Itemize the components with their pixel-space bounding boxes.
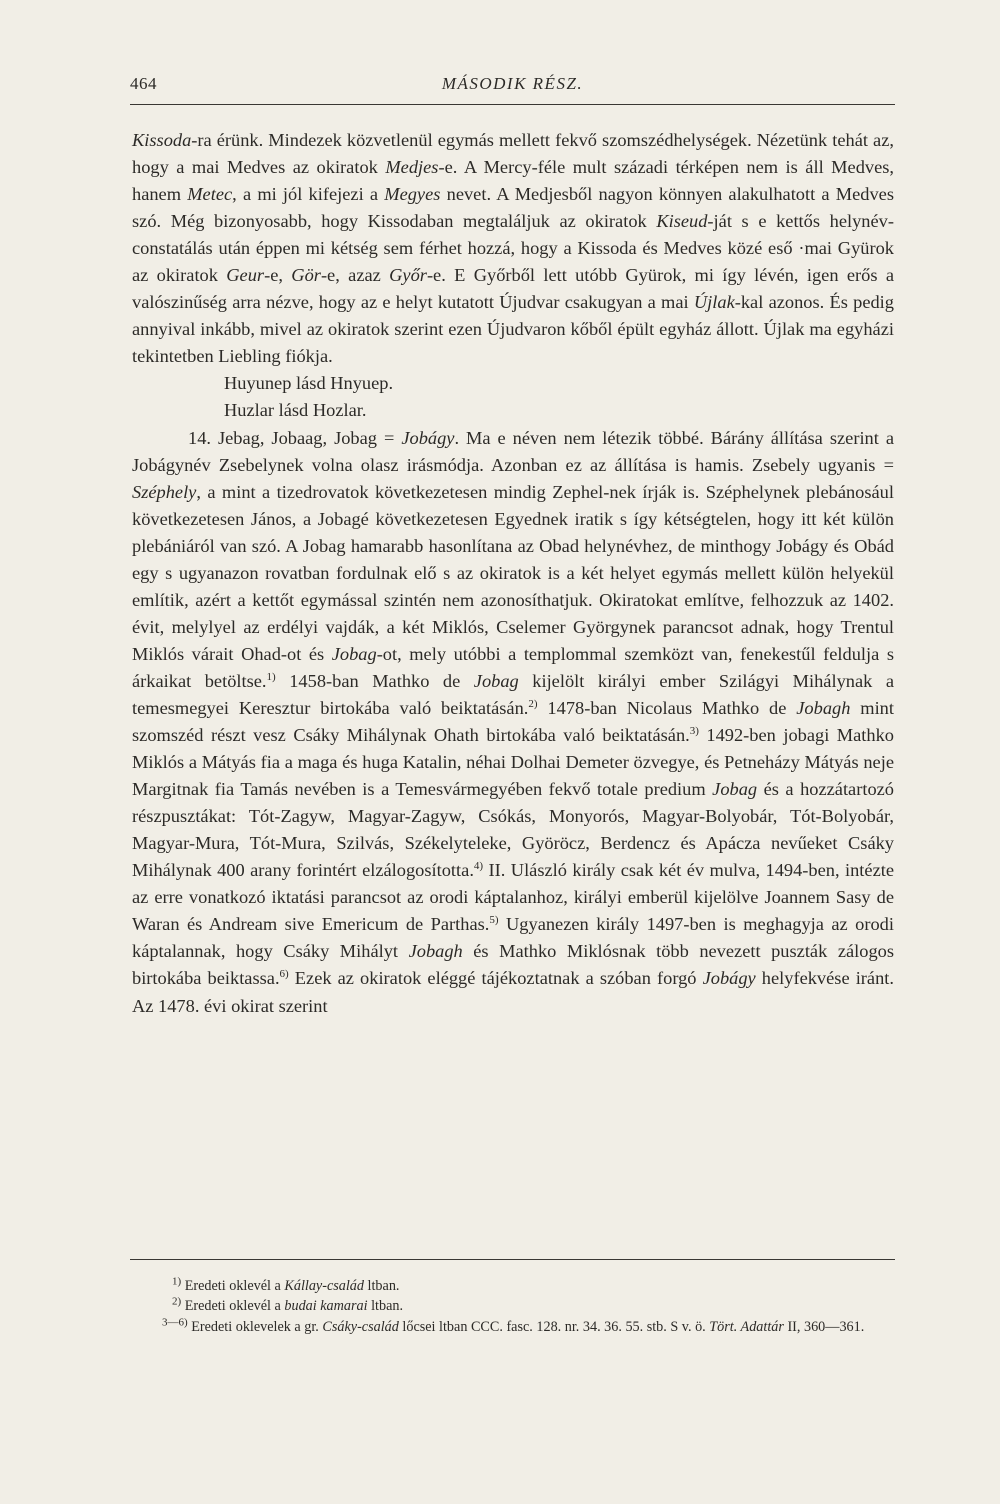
italic-term: Geur	[226, 265, 265, 286]
text-run: -e. A Mercy-féle mult századi térképen nem is áll Medves, hanem	[132, 157, 895, 205]
footnote-marker: 1)	[266, 670, 276, 683]
text-run: nevet. A Medjesből nagyon könnyen alakulhatott a Medves szó. Még bizonyosabb, hogy Kissodaban megtaláljuk az okiratok	[132, 184, 895, 232]
running-head: MÁSODIK RÉSZ.	[441, 74, 584, 93]
text-run: . Ma e néven nem létezik többé. Bárány állítása szerint a Jobágynév Zsebelynek volna olasz irásmódja. Azonban ez az állítása is hamis. Zsebely ugyanis =	[132, 427, 895, 475]
cross-reference-huyunep: Huyunep lásd Hnyuep.	[224, 373, 394, 394]
paragraph-kissoda	[132, 127, 894, 370]
italic-term: Kiseud	[656, 211, 708, 232]
text-run: 1458-ban Mathko de	[275, 670, 474, 691]
italic-term: Jobag	[473, 670, 519, 691]
text-run: Eredeti oklevelek a gr.	[187, 1318, 323, 1335]
italic-term: Jobagh	[408, 941, 463, 962]
text-run: -ját s e kettős helynév-constatálás után éppen mi kétség sem férhet hozzá, hogy a Kissoda és Medves közé eső ·mai Gyürok az okiratok	[132, 211, 894, 286]
text-run: 1478-ban Nicolaus Mathko de	[537, 697, 797, 718]
text-run: II. Ulászló király csak két év mulva, 1494-ben, intézte az erre vonatkozó iktatási parancsot az orodi káptalanhoz, királyi emberül kijelölve Joannem Sasy de Waran és Andream sive Emericum de Parthas.	[132, 860, 895, 935]
italic-term: Jobag	[331, 643, 377, 664]
body-text	[132, 127, 894, 1020]
text-run: ltban.	[364, 1278, 400, 1294]
text-run: Eredeti oklevél a	[181, 1278, 285, 1294]
text-run: Eredeti oklevél a	[181, 1298, 285, 1315]
text-run: -ra érünk. Mindezek közvetlenül egymás mellett fekvő szomszédhelységek. Nézetünk tehát az, hogy a mai Medves az okiratok	[132, 130, 894, 178]
italic-term: Metec	[187, 184, 233, 205]
footnote-2	[132, 1296, 894, 1316]
text-run: lőcsei ltban CCC. fasc. 128. nr. 34. 36. 55. stb. S v. ö.	[398, 1318, 710, 1335]
text-run: -e. E Győrből lett utóbb Gyürok, mi így lévén, igen erős a valószinűség arra nézve, hogy az e helyt kutatott Újudvar csakugyan a mai	[132, 265, 894, 313]
italic-term: Kállay-család	[284, 1278, 364, 1294]
footnote-rule	[130, 1259, 895, 1260]
text-run: , a mi jól kifejezi a	[232, 184, 385, 205]
text-run: Ezek az okiratok eléggé tájékoztatnak a szóban forgó	[288, 968, 703, 989]
footnotes	[132, 1276, 894, 1337]
italic-term: Jobagh	[796, 697, 851, 718]
text-run: -ot, mely utóbbi a templommal szemközt van, fenekestűl feldulja s árkaikat betöltse.	[132, 643, 894, 691]
italic-term: Kissoda	[132, 130, 192, 150]
footnote-marker: 6)	[279, 968, 289, 981]
footnote-marker: 3—6)	[162, 1316, 188, 1329]
italic-term: Csáky-család	[322, 1318, 399, 1335]
page-number: 464	[130, 74, 157, 93]
text-run: II, 360—361.	[783, 1318, 865, 1335]
text-run: Ugyanezen király 1497-ben is meghagyja az orodi káptalannak, hogy Csáky Mihályt	[132, 914, 894, 962]
text-run: -kal azonos. És pedig annyival inkább, mivel az okiratok szerint ezen Újudvaron kőből épült egyház állott. Újlak ma egyházi tekintetben Liebling fiókja.	[132, 292, 894, 367]
italic-term: Medjes	[385, 157, 439, 178]
text-run: 1492-ben jobagi Mathko Miklós a Mátyás fia a maga és huga Katalin, néhai Dolhai Demeter özvegye, és Petneházy Mátyás neje Margitnak fia Tamás nevében is a Temesvármegyében fekvő totale predium	[132, 725, 894, 800]
footnote-marker: 3)	[689, 724, 699, 737]
text-run: ltban.	[367, 1298, 404, 1315]
text-run: kijelölt királyi ember Szilágyi Mihálynak a temesmegyei Keresztur birtokába való beiktatásán.	[132, 670, 894, 718]
italic-term: Újlak	[693, 292, 735, 313]
text-run: 14. Jebag, Jobaag, Jobag =	[188, 427, 402, 448]
italic-term: Jobágy	[401, 427, 455, 448]
footnote-marker: 4)	[473, 860, 484, 873]
italic-term: Győr	[389, 265, 427, 286]
page-header	[130, 74, 895, 98]
italic-term: Széphely	[132, 481, 197, 502]
text-run: , a mint a tizedrovatok következetesen mindig Zephel-nek írják is. Széphelynek plebánosául következetesen János, a Jobagé következetesen Egyednek iratik s így kétségtelen, hogy itt két külön plebániáról van szó. A Jobag hamarabb hasonlítana az Obad helynévhez, de minthogy Jobágy és Obád egy s ugyanazon rovatban fordulnak elő s az okiratok is a két helyet egymás mellett külön helyekül említik, azért a kettőt egymással szintén nem azonosíthatjuk. Okiratokat említve, felhozzuk az 1402. évit, melylyel az erdélyi vajdák, a két Miklós, Cselemer Györgynek parancsot adnak, hogy Trentul Miklós várait Ohad-ot és	[132, 481, 894, 664]
text-run: -e,	[264, 265, 292, 286]
footnote-marker: 1)	[172, 1275, 182, 1288]
footnote-marker: 2)	[528, 697, 538, 710]
text-run: -e, azaz	[320, 265, 390, 286]
footnote-1	[132, 1276, 894, 1296]
footnote-3-6	[132, 1317, 894, 1337]
italic-term: Jobágy	[702, 968, 756, 989]
italic-term: Megyes	[384, 184, 441, 205]
footnote-marker: 5)	[489, 914, 499, 927]
cross-reference-huzlar: Huzlar lásd Hozlar.	[224, 400, 367, 421]
italic-term: budai kamarai	[284, 1298, 368, 1315]
footnote-marker: 2)	[172, 1295, 182, 1308]
italic-term: Tört. Adattár	[709, 1318, 784, 1335]
text-run: és a hozzátartozó részpusztákat: Tót-Zagyw, Magyar-Zagyw, Csókás, Monyorós, Magyar-Bolyobár, Tót-Bolyobár, Magyar-Mura, Tót-Mura, Szilvás, Székelyteleke, Györöcz, Berdencz és Apácza nevűeket Csáky Mihálynak 400 arany forintért elzálogosította.	[132, 779, 895, 881]
header-rule	[130, 104, 895, 105]
italic-term: Jobag	[712, 779, 758, 800]
text-run: helyfekvése iránt. Az 1478. évi okirat szerint	[132, 968, 894, 1016]
text-run: mint szomszéd részt vesz Csáky Mihálynak Ohath birtokába való beiktatásán.	[132, 697, 894, 746]
paragraph-jobagy-entry	[132, 425, 894, 1020]
text-run: és Mathko Miklósnak több nevezett puszták zálogos birtokába beiktassa.	[132, 941, 895, 989]
italic-term: Gör	[291, 265, 321, 286]
